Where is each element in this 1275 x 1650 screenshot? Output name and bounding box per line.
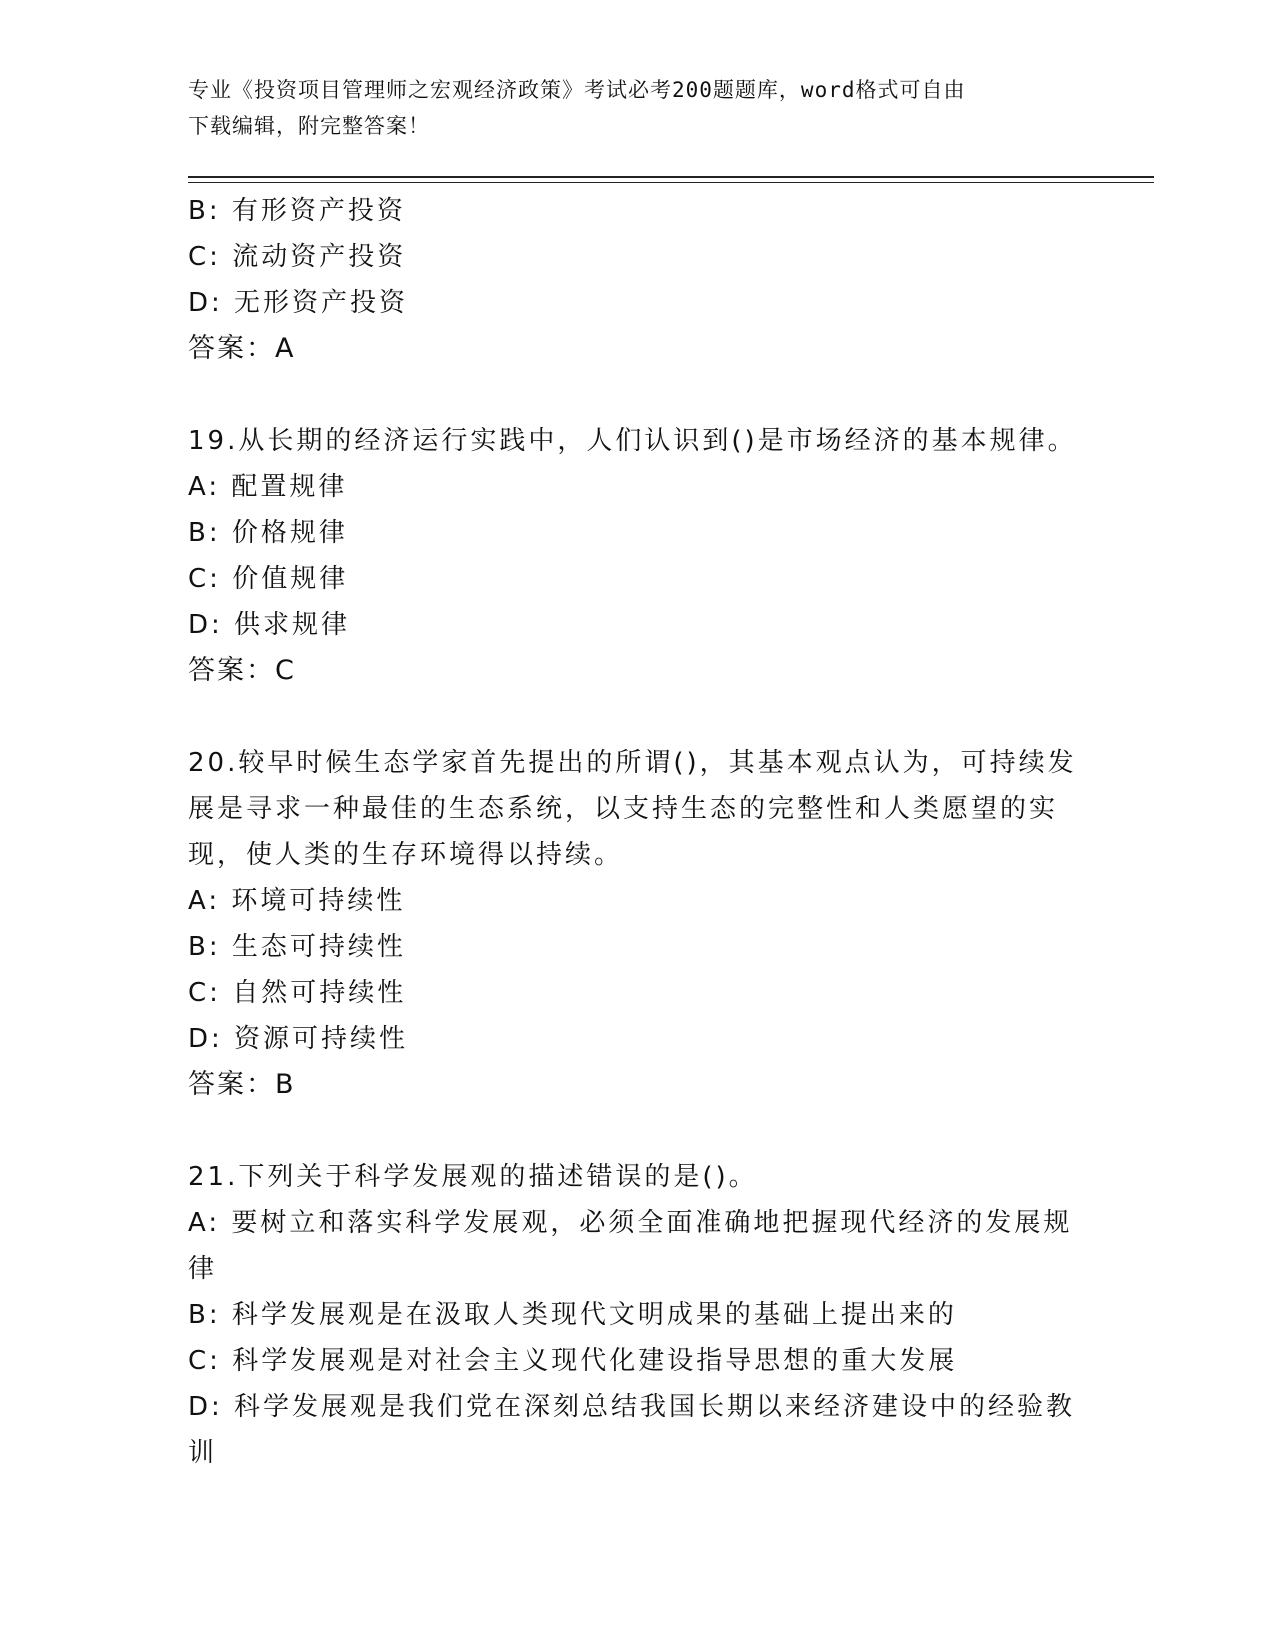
question-text: 19.从长期的经济运行实践中，人们认识到()是市场经济的基本规律。 (188, 426, 1077, 456)
header-divider-thin (188, 182, 1154, 183)
option-label: B: (188, 518, 221, 548)
option-label: B: (188, 932, 221, 962)
option-label: A: (188, 1208, 221, 1238)
header-line-2: 下载编辑，附完整答案！ (188, 114, 430, 138)
header-divider-thick (188, 176, 1154, 178)
option-c (188, 556, 1088, 602)
option-a-continuation: 律 (188, 1254, 218, 1284)
spacer (188, 694, 1088, 740)
option-label: D: (188, 288, 223, 318)
option-text: 生态可持续性 (231, 932, 406, 962)
option-label: B: (188, 1300, 221, 1330)
spacer (188, 372, 1088, 418)
option-c (188, 970, 1088, 1016)
option-d (188, 280, 1088, 326)
option-text: 供求规律 (234, 610, 351, 640)
question-text-line-1: 20.较早时候生态学家首先提出的所谓()，其基本观点认为，可持续发 (188, 748, 1077, 778)
option-text: 价格规律 (231, 518, 348, 548)
question-text-line-3: 现，使人类的生存环境得以持续。 (188, 840, 624, 870)
option-label: D: (188, 610, 223, 640)
option-a (188, 1200, 1088, 1246)
option-d (188, 1384, 1088, 1430)
question-21 (188, 1154, 1088, 1476)
option-text: 配置规律 (231, 472, 348, 502)
option-b (188, 188, 1088, 234)
option-text: 科学发展观是对社会主义现代化建设指导思想的重大发展 (232, 1346, 958, 1376)
option-label: C: (188, 1346, 221, 1376)
document-header (188, 72, 1088, 144)
option-text: 科学发展观是在汲取人类现代文明成果的基础上提出来的 (231, 1300, 957, 1330)
option-text: 有形资产投资 (231, 196, 406, 226)
option-label: A: (188, 886, 221, 916)
option-text: 无形资产投资 (234, 288, 409, 318)
option-label: D: (188, 1024, 223, 1054)
question-content (188, 188, 1088, 1476)
question-text-line-2: 展是寻求一种最佳的生态系统，以支持生态的完整性和人类愿望的实 (188, 794, 1059, 824)
answer-line: 答案：B (188, 1069, 296, 1100)
answer-line: 答案：C (188, 655, 296, 686)
question-18-partial (188, 188, 1088, 372)
option-label: C: (188, 978, 221, 1008)
option-label: B: (188, 196, 221, 226)
option-label: A: (188, 472, 221, 502)
option-b (188, 1292, 1088, 1338)
option-b (188, 924, 1088, 970)
question-19 (188, 418, 1088, 694)
header-line-1: 专业《投资项目管理师之宏观经济政策》考试必考200题题库，word格式可自由 (188, 78, 966, 102)
answer-line: 答案：A (188, 333, 296, 364)
option-c (188, 1338, 1088, 1384)
option-d-continuation: 训 (188, 1438, 218, 1468)
option-text: 要树立和落实科学发展观，必须全面准确地把握现代经济的发展规 (231, 1208, 1073, 1238)
spacer (188, 1108, 1088, 1154)
option-b (188, 510, 1088, 556)
option-d (188, 602, 1088, 648)
option-a (188, 464, 1088, 510)
option-text: 科学发展观是我们党在深刻总结我国长期以来经济建设中的经验教 (234, 1392, 1076, 1422)
option-label: D: (188, 1392, 223, 1422)
question-text: 21.下列关于科学发展观的描述错误的是()。 (188, 1162, 758, 1192)
option-text: 价值规律 (232, 564, 349, 594)
option-c (188, 234, 1088, 280)
option-text: 环境可持续性 (231, 886, 406, 916)
option-label: C: (188, 242, 221, 272)
option-text: 流动资产投资 (232, 242, 407, 272)
option-d (188, 1016, 1088, 1062)
option-a (188, 878, 1088, 924)
option-text: 自然可持续性 (232, 978, 407, 1008)
question-20 (188, 740, 1088, 1108)
option-text: 资源可持续性 (234, 1024, 409, 1054)
option-label: C: (188, 564, 221, 594)
